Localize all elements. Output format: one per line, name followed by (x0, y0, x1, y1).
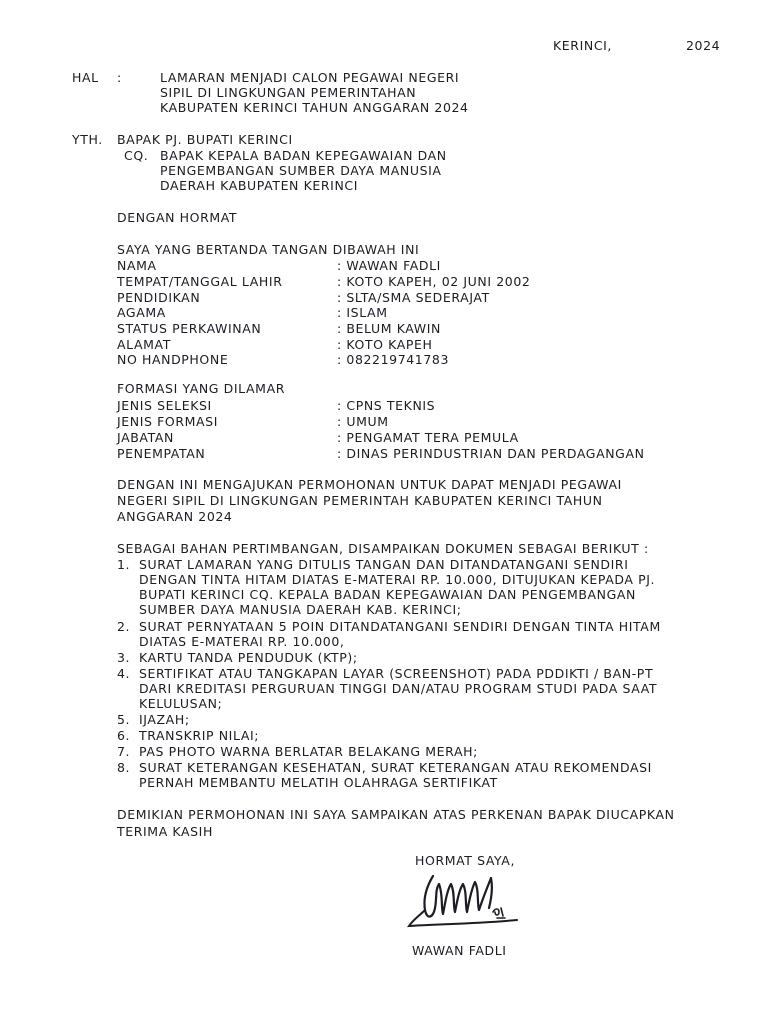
identity-table (117, 258, 677, 370)
document-item-number: 5. (117, 712, 131, 727)
formation-label: JENIS FORMASI (117, 414, 219, 429)
document-item-line: PERNAH MEMBANTU MELATIH OLAHRAGA SERTIFIKAT (139, 775, 498, 790)
identity-value: : BELUM KAWIN (337, 321, 441, 336)
identity-value: : WAWAN FADLI (337, 258, 441, 273)
signature-salutation: HORMAT SAYA, (415, 853, 516, 868)
document-item-number: 6. (117, 728, 131, 743)
addressee-cq-line: BAPAK KEPALA BADAN KEPEGAWAIAN DAN (160, 148, 447, 163)
document-item-line: SUMBER DAYA MANUSIA DAERAH KAB. KERINCI; (139, 602, 462, 617)
document-item-line: BUPATI KERINCI CQ. KEPALA BADAN KEPEGAWAIAN DAN PENGEMBANGAN (139, 587, 636, 602)
document-item-line: SURAT KETERANGAN KESEHATAN, SURAT KETERANGAN ATAU REKOMENDASI (139, 760, 652, 775)
document-item-line: PAS PHOTO WARNA BERLATAR BELAKANG MERAH; (139, 744, 478, 759)
document-item-number: 3. (117, 650, 131, 665)
identity-label: AGAMA (117, 305, 166, 320)
identity-label: TEMPAT/TANGGAL LAHIR (117, 274, 283, 289)
subject-line: SIPIL DI LINGKUNGAN PEMERINTAHAN (160, 85, 417, 100)
document-item-line: DIATAS E-MATERAI RP. 10.000, (139, 634, 345, 649)
addressee-to: BAPAK PJ. BUPATI KERINCI (117, 132, 293, 147)
subject-line: LAMARAN MENJADI CALON PEGAWAI NEGERI (160, 70, 460, 85)
handwritten-signature (405, 868, 525, 940)
identity-label: STATUS PERKAWINAN (117, 321, 262, 336)
formation-value: : DINAS PERINDUSTRIAN DAN PERDAGANGAN (337, 446, 645, 461)
addressee-label: YTH. (72, 132, 103, 147)
identity-value: : 082219741783 (337, 352, 450, 367)
identity-value: : SLTA/SMA SEDERAJAT (337, 290, 490, 305)
document-item-line: IJAZAH; (139, 712, 190, 727)
greeting-text: DENGAN HORMAT (117, 210, 238, 225)
signature-name: WAWAN FADLI (412, 943, 507, 958)
closing-line: TERIMA KASIH (117, 824, 213, 839)
document-item-line: KELULUSAN; (139, 696, 223, 711)
addressee-cq-label: CQ. (124, 148, 149, 163)
formation-value: : PENGAMAT TERA PEMULA (337, 430, 519, 445)
formation-label: JABATAN (117, 430, 174, 445)
document-item-number: 1. (117, 557, 131, 572)
closing-line: DEMIKIAN PERMOHONAN INI SAYA SAMPAIKAN ATAS PERKENAN BAPAK DIUCAPKAN (117, 807, 675, 822)
formation-label: JENIS SELEKSI (117, 398, 212, 413)
identity-value: : KOTO KAPEH, 02 JUNI 2002 (337, 274, 531, 289)
document-item-line: DARI KREDITASI PERGURUAN TINGGI DAN/ATAU PROGRAM STUDI PADA SAAT (139, 681, 658, 696)
request-line: DENGAN INI MENGAJUKAN PERMOHONAN UNTUK DAPAT MENJADI PEGAWAI (117, 477, 622, 492)
identity-intro: SAYA YANG BERTANDA TANGAN DIBAWAH INI (117, 242, 420, 257)
formation-table (117, 398, 677, 464)
document-item-line: TRANSKRIP NILAI; (139, 728, 260, 743)
document-item-line: SERTIFIKAT ATAU TANGKAPAN LAYAR (SCREENSHOT) PADA PDDIKTI / BAN-PT (139, 666, 654, 681)
place-text: KERINCI, (553, 38, 613, 53)
identity-label: NO HANDPHONE (117, 352, 229, 367)
documents-list (117, 557, 697, 797)
document-item-number: 2. (117, 619, 131, 634)
subject-line: KABUPATEN KERINCI TAHUN ANGGARAN 2024 (160, 100, 469, 115)
document-item-line: DENGAN TINTA HITAM DIATAS E-MATERAI RP. 10.000, DITUJUKAN KEPADA PJ. (139, 572, 656, 587)
identity-label: ALAMAT (117, 337, 171, 352)
document-item-line: KARTU TANDA PENDUDUK (KTP); (139, 650, 358, 665)
request-line: ANGGARAN 2024 (117, 509, 233, 524)
subject-label: HAL (72, 70, 99, 85)
document-item-line: SURAT PERNYATAAN 5 POIN DITANDATANGANI SENDIRI DENGAN TINTA HITAM (139, 619, 661, 634)
documents-intro: SEBAGAI BAHAN PERTIMBANGAN, DISAMPAIKAN DOKUMEN SEBAGAI BERIKUT : (117, 541, 649, 556)
request-line: NEGERI SIPIL DI LINGKUNGAN PEMERINTAH KABUPATEN KERINCI TAHUN (117, 493, 603, 508)
subject-colon: : (117, 70, 122, 85)
document-item-number: 8. (117, 760, 131, 775)
identity-label: NAMA (117, 258, 157, 273)
document-item-line: SURAT LAMARAN YANG DITULIS TANGAN DAN DITANDATANGANI SENDIRI (139, 557, 629, 572)
formation-label: PENEMPATAN (117, 446, 206, 461)
addressee-cq-line: DAERAH KABUPATEN KERINCI (160, 178, 359, 193)
identity-value: : ISLAM (337, 305, 388, 320)
year-text: 2024 (686, 38, 721, 53)
addressee-cq-line: PENGEMBANGAN SUMBER DAYA MANUSIA (160, 163, 442, 178)
identity-label: PENDIDIKAN (117, 290, 201, 305)
document-item-number: 4. (117, 666, 131, 681)
formation-value: : CPNS TEKNIS (337, 398, 436, 413)
document-item-number: 7. (117, 744, 131, 759)
identity-value: : KOTO KAPEH (337, 337, 433, 352)
formation-intro: FORMASI YANG DILAMAR (117, 381, 286, 396)
formation-value: : UMUM (337, 414, 389, 429)
